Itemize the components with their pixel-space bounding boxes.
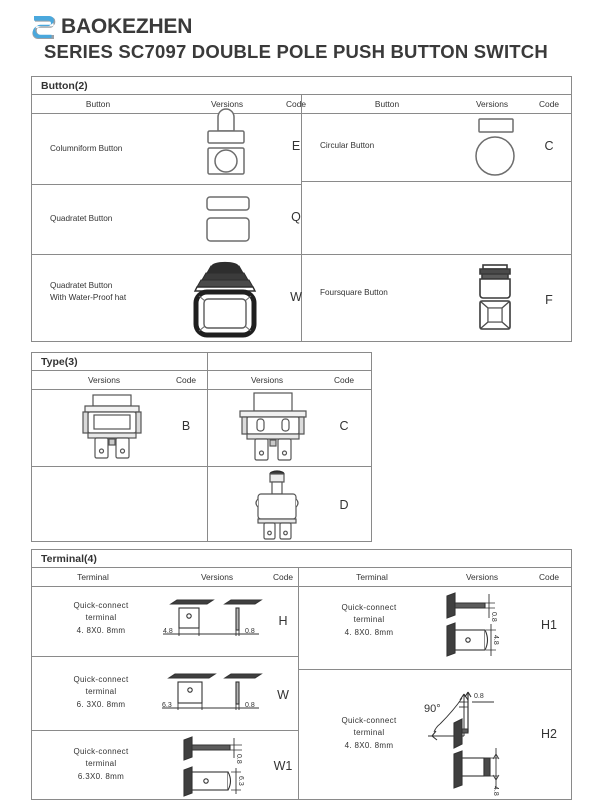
terminal-name-h2-line2: terminal xyxy=(353,728,385,738)
header-versions-left: Versions xyxy=(210,99,244,109)
terminal-row-divider-right-1 xyxy=(298,669,571,670)
terminal-h-drawing xyxy=(157,598,267,646)
brand-name: BAOKEZHEN xyxy=(61,15,193,38)
terminal-code-h1: H1 xyxy=(541,618,557,632)
dim-label-0-8: 0.8 xyxy=(474,693,484,700)
button-code-e: E xyxy=(291,139,301,153)
header-versions-right: Versions xyxy=(250,375,284,385)
header-code-right: Code xyxy=(538,99,560,109)
header-terminal-right: Terminal xyxy=(356,572,388,582)
terminal-w-drawing xyxy=(157,672,267,720)
header-code-left: Code xyxy=(272,572,294,582)
button-code-f: F xyxy=(545,293,553,307)
header-versions-left: Versions xyxy=(200,572,234,582)
terminal-name-h2-line1: Quick-connect xyxy=(341,716,397,725)
type-b-switch-drawing xyxy=(71,393,153,461)
type-d-switch-drawing xyxy=(245,470,309,540)
terminal-code-h: H xyxy=(278,614,288,628)
header-code-left: Code xyxy=(285,99,307,109)
foursquare-button-drawing xyxy=(468,263,522,333)
button-code-q: Q xyxy=(291,210,301,224)
button-name-waterproof-line1: Quadratet Button xyxy=(50,281,113,290)
dim-label-6-3: 6.3 xyxy=(162,702,172,709)
dim-label-90-deg: 90° xyxy=(424,703,441,715)
header-code-left: Code xyxy=(175,375,197,385)
header-versions-right: Versions xyxy=(475,99,509,109)
type-code-d: D xyxy=(339,498,349,512)
terminal-name-w1-line2: terminal xyxy=(85,759,117,769)
terminal-name-w1 xyxy=(46,746,156,783)
terminal-name-h xyxy=(46,600,156,637)
baokezhen-b-logo-icon xyxy=(32,14,58,40)
dim-label-0-8: 0.8 xyxy=(235,754,242,764)
button-name-waterproof-line2: With Water-Proof hat xyxy=(50,292,127,302)
page-title: SERIES SC7097 DOUBLE POLE PUSH BUTTON SWITCH xyxy=(44,41,548,62)
header-code-right: Code xyxy=(538,572,560,582)
quadratet-button-drawing xyxy=(198,192,258,247)
header-button-right: Button xyxy=(374,99,400,109)
terminal-code-w: W xyxy=(277,688,289,702)
circular-button-drawing xyxy=(465,115,525,177)
type-table-header-row xyxy=(32,371,371,390)
button-code-w: W xyxy=(290,290,302,304)
terminal-table-title: Terminal(4) xyxy=(32,550,571,568)
terminal-name-h2-line3: 4. 8X0. 8mm xyxy=(344,740,394,750)
terminal-name-h1-line1: Quick-connect xyxy=(341,603,397,612)
type-row-divider xyxy=(32,466,371,467)
dim-label-4-8: 4.8 xyxy=(492,786,499,796)
dim-label-0-8: 0.8 xyxy=(245,628,255,635)
dim-label-0-8: 0.8 xyxy=(490,612,497,622)
button-table xyxy=(31,76,572,342)
terminal-name-h2 xyxy=(314,715,424,752)
button-name-columniform: Columniform Button xyxy=(50,144,123,153)
terminal-name-h-line1: Quick-connect xyxy=(73,601,129,610)
type-table-center-divider xyxy=(207,353,208,541)
type-code-c: C xyxy=(339,419,349,433)
terminal-row-divider-left-2 xyxy=(32,730,298,731)
terminal-w1-drawing xyxy=(160,736,270,798)
terminal-name-w-line1: Quick-connect xyxy=(73,675,129,684)
terminal-name-h-line3: 4. 8X0. 8mm xyxy=(76,625,126,635)
terminal-name-w xyxy=(46,674,156,711)
type-table xyxy=(31,352,372,542)
terminal-name-w-line3: 6. 3X0. 8mm xyxy=(76,699,126,709)
type-c-switch-drawing xyxy=(228,391,318,463)
terminal-table-header-row xyxy=(32,568,571,587)
terminal-h2-angled-drawing xyxy=(410,674,540,798)
terminal-code-h2: H2 xyxy=(541,727,557,741)
type-code-b: B xyxy=(181,419,191,433)
button-name-circular: Circular Button xyxy=(320,141,375,150)
terminal-name-w-line2: terminal xyxy=(85,687,117,697)
page-header xyxy=(0,0,600,70)
waterproof-hat-button-drawing xyxy=(184,259,266,339)
dim-label-6-3: 6.3 xyxy=(237,776,244,786)
button-name-waterproof xyxy=(50,280,180,304)
button-row-divider-left-1 xyxy=(32,184,301,185)
button-row-divider-left-2 xyxy=(32,254,301,255)
terminal-name-h1-line3: 4. 8X0. 8mm xyxy=(344,627,394,637)
terminal-name-w1-line1: Quick-connect xyxy=(73,747,129,756)
button-code-c: C xyxy=(544,139,554,153)
header-button-left: Button xyxy=(85,99,111,109)
header-versions-left: Versions xyxy=(87,375,121,385)
header-code-right: Code xyxy=(333,375,355,385)
terminal-name-h1-line2: terminal xyxy=(353,615,385,625)
dim-label-0-8: 0.8 xyxy=(245,702,255,709)
button-table-title: Button(2) xyxy=(32,77,571,95)
button-name-quadratet: Quadratet Button xyxy=(50,214,113,223)
terminal-table xyxy=(31,549,572,800)
button-row-divider-right-1 xyxy=(301,181,571,182)
brand-lockup xyxy=(32,14,192,40)
button-name-foursquare: Foursquare Button xyxy=(320,288,388,297)
terminal-name-h1 xyxy=(314,602,424,639)
terminal-code-w1: W1 xyxy=(273,759,293,773)
header-terminal-left: Terminal xyxy=(77,572,109,582)
columniform-button-drawing xyxy=(195,109,257,179)
dim-label-4-8: 4.8 xyxy=(492,635,499,645)
dim-label-4-8: 4.8 xyxy=(163,628,173,635)
terminal-row-divider-left-1 xyxy=(32,656,298,657)
terminal-name-h-line2: terminal xyxy=(85,613,117,623)
header-versions-right: Versions xyxy=(465,572,499,582)
button-row-divider-right-2 xyxy=(301,254,571,255)
type-table-title: Type(3) xyxy=(32,353,371,371)
terminal-h1-drawing xyxy=(437,592,537,662)
terminal-name-w1-line3: 6.3X0. 8mm xyxy=(77,771,125,781)
